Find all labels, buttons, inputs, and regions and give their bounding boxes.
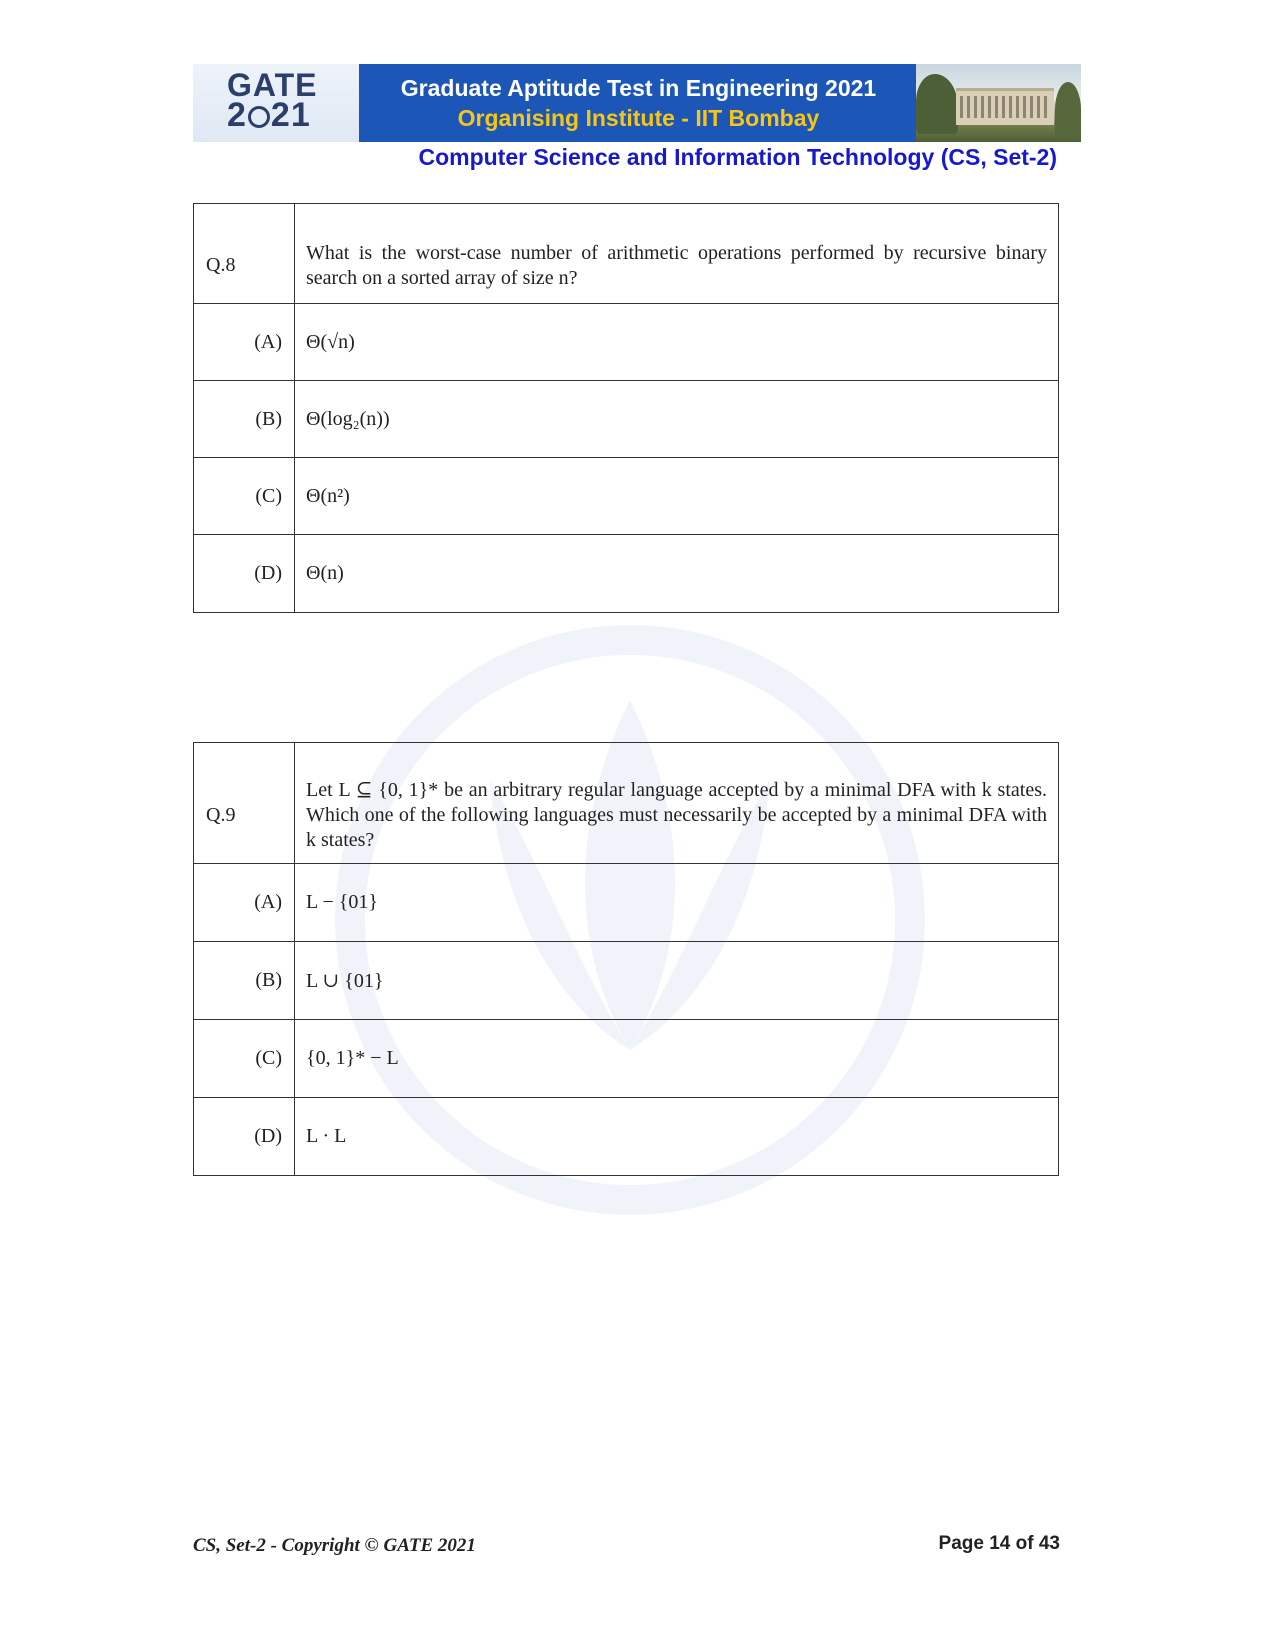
option-value: Θ(log₂(n)) bbox=[295, 381, 1059, 458]
option-value: L · L bbox=[295, 1098, 1059, 1176]
banner-title-block bbox=[361, 64, 916, 142]
option-row bbox=[194, 304, 1059, 381]
question-number: Q.8 bbox=[194, 204, 295, 304]
logo-year-right: 21 bbox=[270, 96, 311, 134]
question-text: What is the worst-case number of arithmetic operations performed by recursive binary search on a sorted array of size n? bbox=[295, 204, 1059, 304]
option-value: Θ(n) bbox=[295, 535, 1059, 613]
footer-copyright: CS, Set-2 - Copyright © GATE 2021 bbox=[193, 1535, 476, 1556]
option-label: (A) bbox=[194, 304, 295, 381]
option-label: (B) bbox=[194, 381, 295, 458]
option-label: (B) bbox=[194, 942, 295, 1020]
option-row bbox=[194, 864, 1059, 942]
subject-title: Computer Science and Information Technology (CS, Set-2) bbox=[418, 144, 1057, 170]
question-text: Let L ⊆ {0, 1}* be an arbitrary regular language accepted by a minimal DFA with k states. Which one of the following languages must necessarily be accepted by a minimal DFA with k states? bbox=[295, 743, 1059, 864]
option-label: (C) bbox=[194, 458, 295, 535]
option-value: L − {01} bbox=[295, 864, 1059, 942]
gate-logo bbox=[193, 64, 361, 142]
logo-gate-text: GATE bbox=[227, 67, 318, 103]
question-number: Q.9 bbox=[194, 743, 295, 864]
banner-institute: Organising Institute - IIT Bombay bbox=[457, 105, 820, 131]
question-row bbox=[194, 743, 1059, 864]
banner-title: Graduate Aptitude Test in Engineering 2021 bbox=[400, 75, 877, 101]
question-row bbox=[194, 204, 1059, 304]
header-banner bbox=[193, 64, 1081, 142]
logo-year-left: 2 bbox=[227, 96, 247, 134]
option-label: (C) bbox=[194, 1020, 295, 1098]
footer-page-number: Page 14 of 43 bbox=[938, 1533, 1060, 1554]
option-row bbox=[194, 1098, 1059, 1176]
option-label: (D) bbox=[194, 1098, 295, 1176]
option-row bbox=[194, 535, 1059, 613]
option-row bbox=[194, 458, 1059, 535]
question-table bbox=[193, 203, 1059, 613]
seal-icon bbox=[248, 106, 270, 128]
logo-year-text bbox=[227, 98, 311, 132]
option-value: Θ(n²) bbox=[295, 458, 1059, 535]
option-label: (D) bbox=[194, 535, 295, 613]
campus-photo bbox=[916, 64, 1081, 142]
option-label: (A) bbox=[194, 864, 295, 942]
option-row bbox=[194, 1020, 1059, 1098]
option-value: {0, 1}* − L bbox=[295, 1020, 1059, 1098]
question-table bbox=[193, 742, 1059, 1176]
option-row bbox=[194, 942, 1059, 1020]
option-value: L ∪ {01} bbox=[295, 942, 1059, 1020]
option-row bbox=[194, 381, 1059, 458]
option-value: Θ(√n) bbox=[295, 304, 1059, 381]
